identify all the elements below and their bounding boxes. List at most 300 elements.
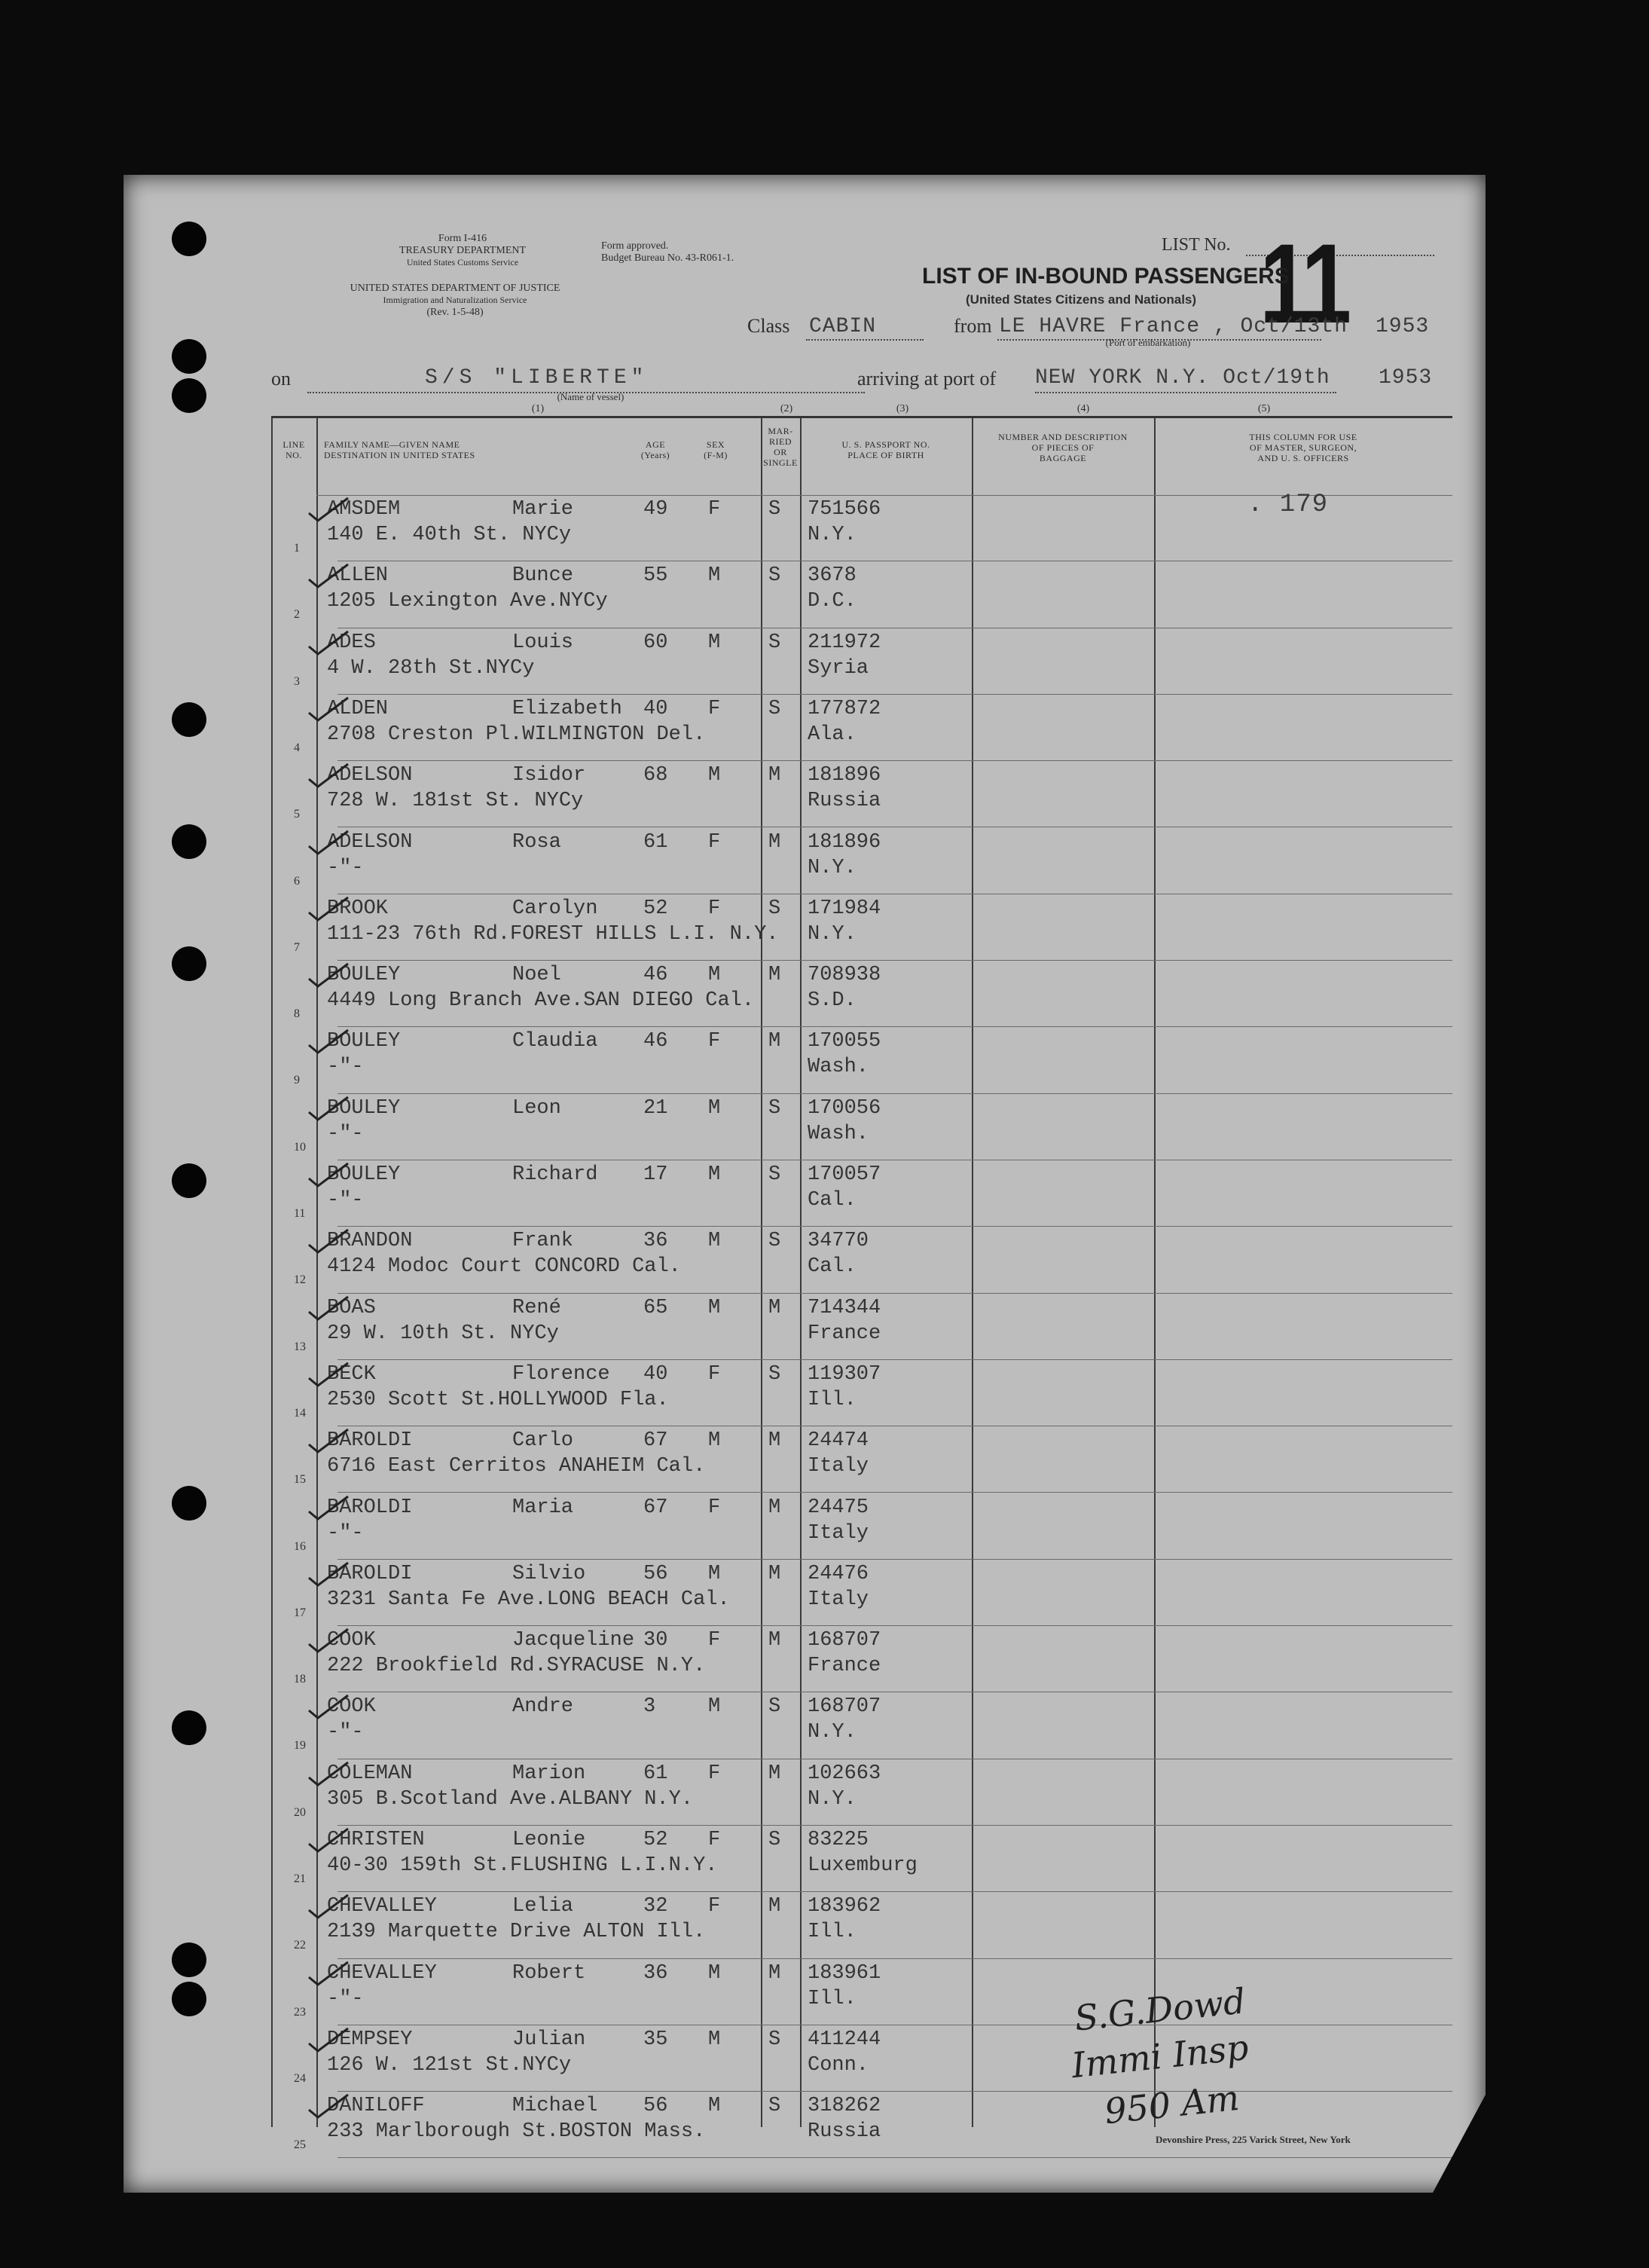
age-cell: 36: [643, 1230, 668, 1253]
marital-status-cell: S: [768, 1230, 781, 1253]
line-number: 10: [294, 1140, 306, 1154]
punch-hole: [172, 1486, 206, 1521]
marital-status-cell: S: [768, 1163, 781, 1186]
check-mark-icon: [307, 696, 350, 722]
punch-hole: [172, 378, 206, 413]
table-row: [271, 828, 1452, 894]
birthplace-cell: N.Y.: [808, 1721, 857, 1744]
surname-cell: BROOK: [327, 897, 389, 920]
given-name-cell: Richard: [512, 1163, 598, 1186]
check-mark-icon: [307, 1628, 350, 1653]
given-name-cell: Claudia: [512, 1030, 598, 1053]
table-row: [271, 495, 1452, 561]
birthplace-cell: N.Y.: [808, 524, 857, 546]
given-name-cell: Bunce: [512, 564, 574, 588]
birthplace-cell: Italy: [808, 1455, 869, 1478]
marital-status-cell: M: [768, 1961, 781, 1985]
marital-status-cell: S: [768, 498, 781, 521]
table-row: [271, 695, 1452, 761]
surname-cell: BOULEY: [327, 1163, 401, 1186]
vessel-note: (Name of vessel): [557, 391, 624, 402]
given-name-cell: Frank: [512, 1230, 574, 1253]
sex-cell: F: [708, 1030, 721, 1053]
table-row: [271, 1759, 1452, 1826]
destination-cell: -"-: [327, 1987, 364, 2010]
age-cell: 52: [643, 897, 668, 920]
passport-cell: 170056: [808, 1096, 881, 1120]
destination-cell: 4 W. 28th St.NYCy: [327, 656, 535, 680]
table-row: [271, 1027, 1452, 1093]
table-row: [271, 1892, 1452, 1958]
revision: (Rev. 1-5-48): [426, 307, 484, 318]
arrival-year: 1953: [1379, 366, 1433, 390]
age-cell: 67: [643, 1496, 668, 1519]
age-cell: 46: [643, 1030, 668, 1053]
destination-cell: 4449 Long Branch Ave.SAN DIEGO Cal.: [327, 989, 755, 1013]
surname-cell: CHEVALLEY: [327, 1895, 437, 1918]
surname-cell: COOK: [327, 1695, 376, 1719]
given-name-cell: Lelia: [512, 1895, 574, 1918]
birthplace-cell: Ill.: [808, 1921, 857, 1944]
line-number: 1: [294, 542, 300, 555]
destination-cell: 140 E. 40th St. NYCy: [327, 524, 572, 546]
sex-cell: M: [708, 564, 721, 588]
class-label: Class: [747, 315, 790, 337]
punch-hole: [172, 339, 206, 374]
age-cell: 35: [643, 2028, 668, 2051]
check-mark-icon: [307, 1694, 350, 1719]
given-name-cell: Noel: [512, 964, 561, 987]
birthplace-cell: Italy: [808, 1521, 869, 1545]
given-name-cell: René: [512, 1296, 561, 1319]
sex-cell: M: [708, 764, 721, 787]
destination-cell: 4124 Modoc Court CONCORD Cal.: [327, 1255, 681, 1279]
given-name-cell: Leon: [512, 1096, 561, 1120]
col-header-sex: SEX (F-M): [704, 439, 728, 460]
marital-status-cell: S: [768, 631, 781, 654]
destination-cell: 2139 Marquette Drive ALTON Ill.: [327, 1921, 706, 1944]
birthplace-cell: Ill.: [808, 1987, 857, 2010]
passport-cell: 3678: [808, 564, 857, 588]
sex-cell: M: [708, 1296, 721, 1319]
sex-cell: M: [708, 1163, 721, 1186]
check-mark-icon: [307, 1295, 350, 1321]
sex-cell: M: [708, 2095, 721, 2118]
passport-cell: 708938: [808, 964, 881, 987]
age-cell: 30: [643, 1629, 668, 1652]
given-name-cell: Maria: [512, 1496, 574, 1519]
marital-status-cell: S: [768, 564, 781, 588]
line-number: 9: [294, 1074, 300, 1087]
marital-status-cell: M: [768, 764, 781, 787]
sex-cell: F: [708, 1496, 721, 1519]
age-cell: 40: [643, 1362, 668, 1386]
line-number: 21: [294, 1872, 306, 1885]
sex-cell: M: [708, 1096, 721, 1120]
check-mark-icon: [307, 1428, 350, 1453]
sex-cell: F: [708, 1362, 721, 1386]
birthplace-cell: Russia: [808, 790, 881, 813]
given-name-cell: Silvio: [512, 1562, 586, 1585]
arrival-value: NEW YORK N.Y. Oct/19th: [1035, 366, 1330, 390]
surname-cell: ADES: [327, 631, 376, 654]
check-mark-icon: [307, 2027, 350, 2053]
surname-cell: BECK: [327, 1362, 376, 1386]
passport-cell: 170055: [808, 1030, 881, 1053]
passport-cell: 24475: [808, 1496, 869, 1519]
col-num-5: (5): [1257, 403, 1271, 414]
destination-cell: 111-23 76th Rd.FOREST HILLS L.I. N.Y.: [327, 922, 779, 946]
sex-cell: F: [708, 1762, 721, 1785]
birthplace-cell: Luxemburg: [808, 1854, 918, 1877]
col-num-1: (1): [531, 403, 545, 414]
inspector-title: Immi Insp: [1069, 2026, 1250, 2086]
birthplace-cell: D.C.: [808, 590, 857, 613]
sex-cell: M: [708, 1230, 721, 1253]
age-cell: 60: [643, 631, 668, 654]
marital-status-cell: M: [768, 1562, 781, 1585]
col-num-3: (3): [896, 403, 909, 414]
given-name-cell: Carolyn: [512, 897, 598, 920]
destination-cell: -"-: [327, 1521, 364, 1545]
surname-cell: ADELSON: [327, 764, 413, 787]
given-name-cell: Elizabeth: [512, 697, 622, 720]
sex-cell: F: [708, 1895, 721, 1918]
birthplace-cell: Ala.: [808, 723, 857, 746]
passport-cell: 211972: [808, 631, 881, 654]
table-row: [271, 1360, 1452, 1426]
birthplace-cell: Conn.: [808, 2053, 869, 2077]
given-name-cell: Leonie: [512, 1829, 586, 1851]
check-mark-icon: [307, 1894, 350, 1919]
age-cell: 56: [643, 2095, 668, 2118]
inspector-signature: S.G.Dowd: [1072, 1980, 1247, 2039]
passport-cell: 83225: [808, 1829, 869, 1851]
table-row: [271, 1426, 1452, 1493]
col-header-line-no: LINE NO.: [282, 439, 305, 460]
age-cell: 61: [643, 1762, 668, 1785]
punch-hole: [172, 1982, 206, 2016]
destination-cell: 6716 East Cerritos ANAHEIM Cal.: [327, 1455, 706, 1478]
passport-cell: 181896: [808, 830, 881, 854]
treasury-department: TREASURY DEPARTMENT: [399, 245, 527, 256]
age-cell: 68: [643, 764, 668, 787]
age-cell: 32: [643, 1895, 668, 1918]
destination-cell: -"-: [327, 856, 364, 879]
marital-status-cell: M: [768, 1429, 781, 1453]
destination-cell: 728 W. 181st St. NYCy: [327, 790, 584, 813]
line-number: 12: [294, 1273, 306, 1287]
marital-status-cell: M: [768, 1296, 781, 1319]
list-number-stamp: 11: [1260, 220, 1348, 347]
inspector-time: 950 Am: [1102, 2077, 1241, 2132]
line-number: 11: [294, 1207, 306, 1220]
birthplace-cell: Italy: [808, 1588, 869, 1611]
destination-cell: -"-: [327, 1189, 364, 1212]
punch-hole: [172, 1163, 206, 1198]
sex-cell: M: [708, 1562, 721, 1585]
age-cell: 56: [643, 1562, 668, 1585]
surname-cell: BOULEY: [327, 1030, 401, 1053]
marital-status-cell: S: [768, 1096, 781, 1120]
arriving-label: arriving at port of: [857, 368, 997, 390]
marital-status-cell: M: [768, 1629, 781, 1652]
col-header-married: MAR- RIED OR SINGLE: [763, 426, 798, 468]
age-cell: 67: [643, 1429, 668, 1453]
passport-cell: 318262: [808, 2095, 881, 2118]
given-name-cell: Carlo: [512, 1429, 574, 1453]
table-row: [271, 2092, 1452, 2158]
col-num-2: (2): [780, 403, 793, 414]
folded-corner: [1433, 2095, 1486, 2193]
given-name-cell: Andre: [512, 1695, 574, 1719]
on-label: on: [271, 368, 291, 390]
given-name-cell: Rosa: [512, 830, 561, 854]
destination-cell: 29 W. 10th St. NYCy: [327, 1322, 559, 1345]
line-number: 3: [294, 674, 300, 688]
age-cell: 61: [643, 830, 668, 854]
table-row: [271, 561, 1452, 628]
age-cell: 40: [643, 697, 668, 720]
line-number: 4: [294, 741, 300, 754]
list-number-label: LIST No.: [1162, 235, 1231, 255]
marital-status-cell: M: [768, 1030, 781, 1053]
destination-cell: 1205 Lexington Ave.NYCy: [327, 590, 608, 613]
surname-cell: DEMPSEY: [327, 2028, 413, 2051]
surname-cell: BOULEY: [327, 964, 401, 987]
from-value: LE HAVRE France , Oct/13th: [999, 315, 1348, 338]
line-number: 2: [294, 608, 300, 622]
line-number: 23: [294, 2005, 306, 2019]
marital-status-cell: S: [768, 897, 781, 920]
line-number: 5: [294, 808, 300, 821]
sex-cell: F: [708, 697, 721, 720]
surname-cell: BAROLDI: [327, 1496, 413, 1519]
birthplace-cell: Cal.: [808, 1189, 857, 1212]
passport-cell: 102663: [808, 1762, 881, 1785]
marital-status-cell: S: [768, 1829, 781, 1851]
birthplace-cell: France: [808, 1655, 881, 1678]
sex-cell: F: [708, 498, 721, 521]
marital-status-cell: S: [768, 2028, 781, 2051]
class-value: CABIN: [809, 315, 877, 338]
surname-cell: ALLEN: [327, 564, 389, 588]
age-cell: 55: [643, 564, 668, 588]
table-row: [271, 1692, 1452, 1759]
table-row: [271, 761, 1452, 827]
line-number: 13: [294, 1340, 306, 1353]
punch-hole: [172, 824, 206, 859]
check-mark-icon: [307, 962, 350, 988]
birthplace-cell: Cal.: [808, 1255, 857, 1279]
given-name-cell: Louis: [512, 631, 574, 654]
age-cell: 46: [643, 964, 668, 987]
check-mark-icon: [307, 2093, 350, 2119]
table-row: [271, 961, 1452, 1027]
check-mark-icon: [307, 1096, 350, 1121]
table-row: [271, 894, 1452, 961]
table-row: [271, 1294, 1452, 1360]
passport-cell: 183962: [808, 1895, 881, 1918]
line-number: 24: [294, 2071, 306, 2085]
officer-note: . 179: [1247, 491, 1329, 519]
passport-cell: 183961: [808, 1961, 881, 1985]
sex-cell: F: [708, 830, 721, 854]
punch-hole: [172, 946, 206, 981]
sex-cell: M: [708, 1429, 721, 1453]
destination-cell: -"-: [327, 1721, 364, 1744]
destination-cell: 233 Marlborough St.BOSTON Mass.: [327, 2120, 706, 2144]
from-label: from: [954, 315, 992, 337]
check-mark-icon: [307, 630, 350, 656]
passport-cell: 181896: [808, 764, 881, 787]
destination-cell: 126 W. 121st St.NYCy: [327, 2053, 572, 2077]
check-mark-icon: [307, 1029, 350, 1054]
check-mark-icon: [307, 1827, 350, 1853]
punch-hole: [172, 1710, 206, 1745]
passport-cell: 168707: [808, 1695, 881, 1719]
given-name-cell: Florence: [512, 1362, 610, 1386]
surname-cell: BAROLDI: [327, 1562, 413, 1585]
marital-status-cell: M: [768, 1496, 781, 1519]
birthplace-cell: Ill.: [808, 1388, 857, 1411]
budget-bureau: Budget Bureau No. 43-R061-1.: [601, 252, 734, 264]
age-cell: 52: [643, 1829, 668, 1851]
surname-cell: CHEVALLEY: [327, 1961, 437, 1985]
check-mark-icon: [307, 1362, 350, 1387]
check-mark-icon: [307, 1228, 350, 1254]
check-mark-icon: [307, 896, 350, 922]
destination-cell: 222 Brookfield Rd.SYRACUSE N.Y.: [327, 1655, 706, 1678]
passport-cell: 119307: [808, 1362, 881, 1386]
birthplace-cell: Wash.: [808, 1122, 869, 1145]
table-row: [271, 1160, 1452, 1227]
sex-cell: M: [708, 2028, 721, 2051]
birthplace-cell: N.Y.: [808, 1787, 857, 1811]
given-name-cell: Robert: [512, 1961, 586, 1985]
table-row: [271, 1959, 1452, 2025]
marital-status-cell: M: [768, 964, 781, 987]
surname-cell: ALDEN: [327, 697, 389, 720]
destination-cell: -"-: [327, 1056, 364, 1079]
check-mark-icon: [307, 1495, 350, 1521]
birthplace-cell: N.Y.: [808, 856, 857, 879]
dept-of-justice: UNITED STATES DEPARTMENT OF JUSTICE: [350, 283, 560, 294]
document-subtitle: (United States Citizens and Nationals): [966, 292, 1197, 307]
col-header-age: AGE (Years): [640, 439, 670, 460]
line-number: 15: [294, 1473, 306, 1487]
age-cell: 21: [643, 1096, 668, 1120]
line-number: 8: [294, 1007, 300, 1021]
passport-cell: 751566: [808, 498, 881, 521]
surname-cell: BOULEY: [327, 1096, 401, 1120]
sex-cell: F: [708, 1829, 721, 1851]
table-row: [271, 1227, 1452, 1293]
passport-cell: 177872: [808, 697, 881, 720]
check-mark-icon: [307, 1761, 350, 1787]
line-number: 22: [294, 1939, 306, 1952]
sex-cell: F: [708, 897, 721, 920]
passport-cell: 171984: [808, 897, 881, 920]
check-mark-icon: [307, 1561, 350, 1587]
ins-service: Immigration and Naturalization Service: [383, 295, 527, 305]
col-header-officers: THIS COLUMN FOR USE OF MASTER, SURGEON, AND U. S. OFFICERS: [1249, 432, 1357, 463]
given-name-cell: Marion: [512, 1762, 586, 1785]
destination-cell: 2708 Creston Pl.WILMINGTON Del.: [327, 723, 706, 746]
marital-status-cell: S: [768, 1695, 781, 1719]
check-mark-icon: [307, 830, 350, 855]
table-row: [271, 628, 1452, 695]
surname-cell: BOAS: [327, 1296, 376, 1319]
manifest-page: [124, 175, 1486, 2193]
given-name-cell: Julian: [512, 2028, 586, 2051]
destination-cell: -"-: [327, 1122, 364, 1145]
table-row: [271, 1493, 1452, 1560]
marital-status-cell: M: [768, 1895, 781, 1918]
surname-cell: CHRISTEN: [327, 1829, 425, 1851]
birthplace-cell: Syria: [808, 656, 869, 680]
from-year: 1953: [1376, 315, 1430, 338]
age-cell: 49: [643, 498, 668, 521]
given-name-cell: Isidor: [512, 764, 586, 787]
table-row: [271, 1626, 1452, 1692]
arrival-line: [1035, 392, 1336, 393]
punch-hole: [172, 1942, 206, 1977]
sex-cell: M: [708, 964, 721, 987]
passport-cell: 168707: [808, 1629, 881, 1652]
birthplace-cell: France: [808, 1322, 881, 1345]
line-number: 19: [294, 1739, 306, 1753]
class-line: [806, 339, 924, 341]
birthplace-cell: Wash.: [808, 1056, 869, 1079]
destination-cell: 305 B.Scotland Ave.ALBANY N.Y.: [327, 1787, 694, 1811]
surname-cell: ADELSON: [327, 830, 413, 854]
sex-cell: M: [708, 1695, 721, 1719]
check-mark-icon: [307, 1162, 350, 1187]
surname-cell: COOK: [327, 1629, 376, 1652]
surname-cell: DANILOFF: [327, 2095, 425, 2118]
marital-status-cell: M: [768, 830, 781, 854]
form-number: Form I-416: [438, 233, 487, 244]
punch-hole: [172, 222, 206, 256]
passport-cell: 170057: [808, 1163, 881, 1186]
passport-cell: 714344: [808, 1296, 881, 1319]
sex-cell: M: [708, 631, 721, 654]
surname-cell: BAROLDI: [327, 1429, 413, 1453]
passport-cell: 24474: [808, 1429, 869, 1453]
port-embarkation-note: (Port of embarkation): [1105, 337, 1191, 348]
customs-service: United States Customs Service: [406, 257, 519, 267]
line-number: 20: [294, 1805, 306, 1819]
passport-cell: 24476: [808, 1562, 869, 1585]
col-num-4: (4): [1076, 403, 1090, 414]
table-row: [271, 1094, 1452, 1160]
check-mark-icon: [307, 563, 350, 588]
vessel-name: S/S "LIBERTE": [425, 366, 649, 390]
destination-cell: 3231 Santa Fe Ave.LONG BEACH Cal.: [327, 1588, 730, 1611]
punch-hole: [172, 702, 206, 737]
line-number: 18: [294, 1673, 306, 1686]
line-number: 7: [294, 940, 300, 954]
table-row: [271, 1826, 1452, 1892]
marital-status-cell: S: [768, 1362, 781, 1386]
surname-cell: BRANDON: [327, 1230, 413, 1253]
age-cell: 17: [643, 1163, 668, 1186]
check-mark-icon: [307, 763, 350, 788]
passport-cell: 34770: [808, 1230, 869, 1253]
check-mark-icon: [307, 497, 350, 522]
birthplace-cell: Russia: [808, 2120, 881, 2144]
